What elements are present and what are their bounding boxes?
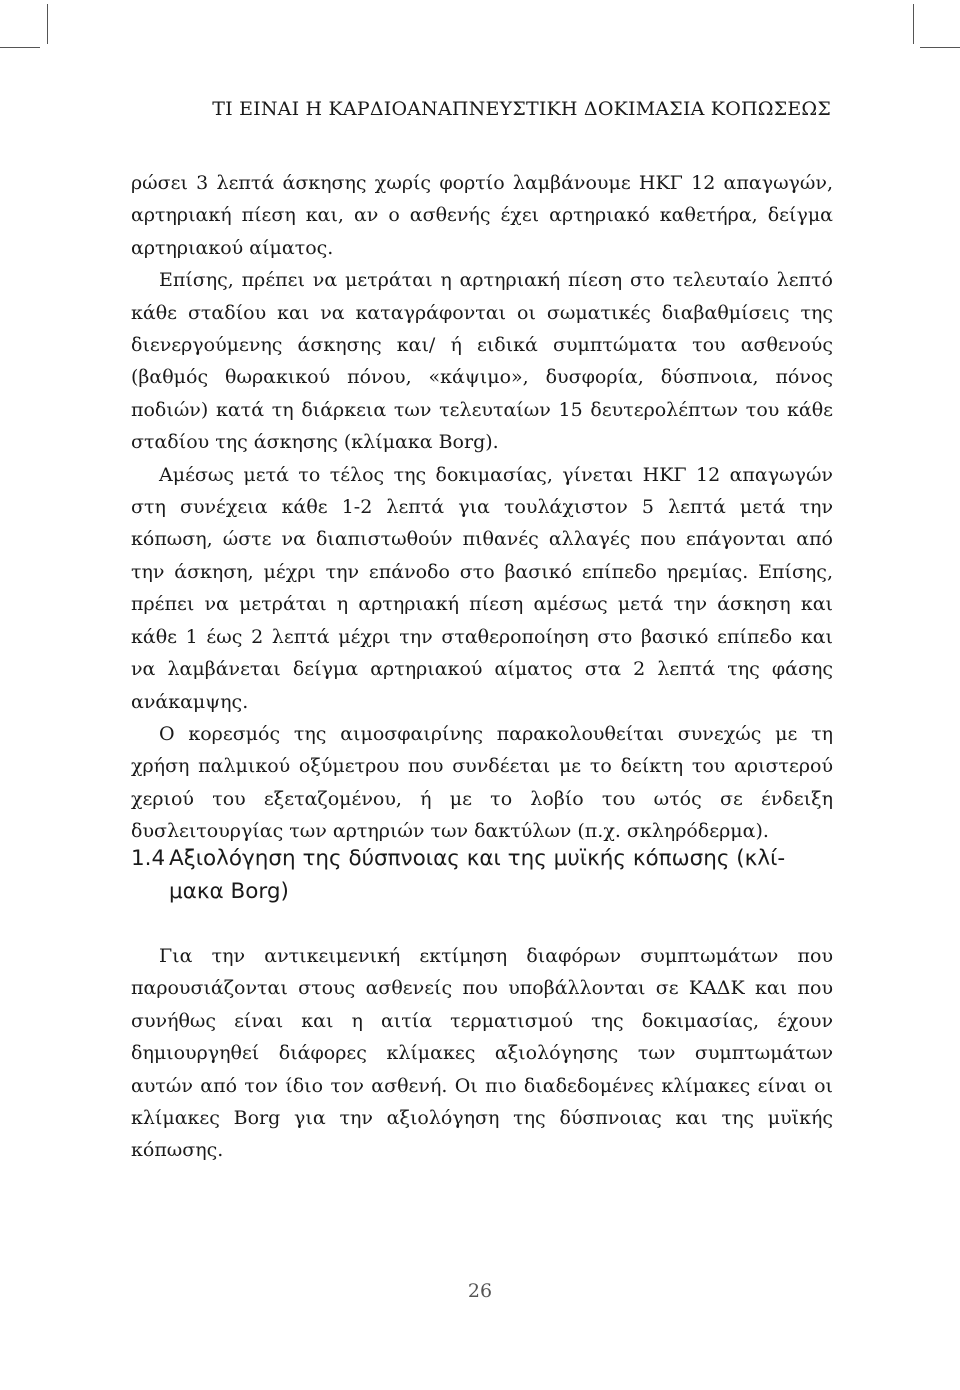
crop-mark-top-left-horizontal — [0, 47, 40, 48]
paragraph-3: Αμέσως μετά το τέλος της δοκιμασίας, γίνεται ΗΚΓ 12 απαγωγών στη συνέχεια κάθε 1-2 λεπτά για τουλάχιστον 5 λεπτά μετά την κόπωση, ώστε να διαπιστωθούν πιθανές αλλαγές που επάγονται από την άσκηση, μέχρι την επάνοδο στο βασικό επίπεδο ηρεμίας. Επίσης, πρέπει να μετράται η αρτηριακή πίεση αμέσως μετά την άσκηση και κάθε 1 έως 2 λεπτά μέχρι την σταθεροποίηση στο βασικό επίπεδο και να λαμβάνεται δείγμα αρτηριακού αίματος στα 2 λεπτά της φάσης ανάκαμψης. — [131, 463, 833, 713]
section-number: 1.4 — [131, 846, 166, 871]
section-title-line-2: μακα Borg) — [169, 879, 289, 904]
paragraph-2: Επίσης, πρέπει να μετράται η αρτηριακή πίεση στο τελευταίο λεπτό κάθε σταδίου και να καταγράφονται οι σωματικές διαβαθμίσεις της διενεργούμενης άσκησης και/ ή ειδικά συμπτώματα του ασθενούς (βαθμός θωρακικού πόνου, «κάψιμο», δυσφορία, δύσπνοια, πόνος ποδιών) κατά τη διάρκεια των τελευταίων 15 δευτερολέπτων του κάθε σταδίου της άσκησης (κλίμακα Borg). — [131, 269, 833, 454]
paragraph-1: ρώσει 3 λεπτά άσκησης χωρίς φορτίο λαμβάνουμε ΗΚΓ 12 απαγωγών, αρτηριακή πίεση και, αν ο ασθενής έχει αρτηριακό καθετήρα, δείγμα αρτηριακού αίματος. — [131, 172, 833, 259]
paragraph-5: Για την αντικειμενική εκτίμηση διαφόρων συμπτωμάτων που παρουσιάζονται στους ασθενείς που υποβάλλονται σε ΚΑΔΚ και που συνήθως είναι και η αιτία τερματισμού της δοκιμασίας, έχουν δημιουργηθεί διάφορες κλίμακες αξιολόγησης των συμπτωμάτων αυτών από τον ίδιο τον ασθενή. Οι πιο διαδεδομένες κλίμακες είναι οι κλίμακες Borg για την αξιολόγηση της δύσπνοιας και της μυϊκής κόπωσης. — [131, 945, 833, 1162]
section-title-line-1: Αξιολόγηση της δύσπνοιας και της μυϊκής κόπωσης (κλί- — [169, 846, 786, 871]
paragraph-4: Ο κορεσμός της αιμοσφαιρίνης παρακολουθείται συνεχώς με τη χρήση παλμικού οξύμετρου που συνδέεται με το δείκτη του αριστερού χεριού του εξεταζομένου, ή με το λοβίο του ωτός σε ένδειξη δυσλειτουργίας των αρτηριών των δακτύλων (π.χ. σκληρόδερμα). — [131, 722, 833, 843]
body-text-upper — [131, 167, 833, 848]
running-header: ΤΙ ΕΙΝΑΙ Η ΚΑΡΔΙΟΑΝΑΠΝΕΥΣΤΙΚΗ ΔΟΚΙΜΑΣΙΑ ΚΟΠΩΣΕΩΣ — [212, 98, 831, 120]
page-number: 26 — [467, 1280, 493, 1302]
body-text-lower — [131, 940, 833, 1167]
crop-mark-top-right-vertical — [913, 4, 914, 44]
crop-mark-top-right-horizontal — [920, 47, 960, 48]
section-heading — [131, 842, 831, 908]
crop-mark-top-left-vertical — [47, 4, 48, 44]
